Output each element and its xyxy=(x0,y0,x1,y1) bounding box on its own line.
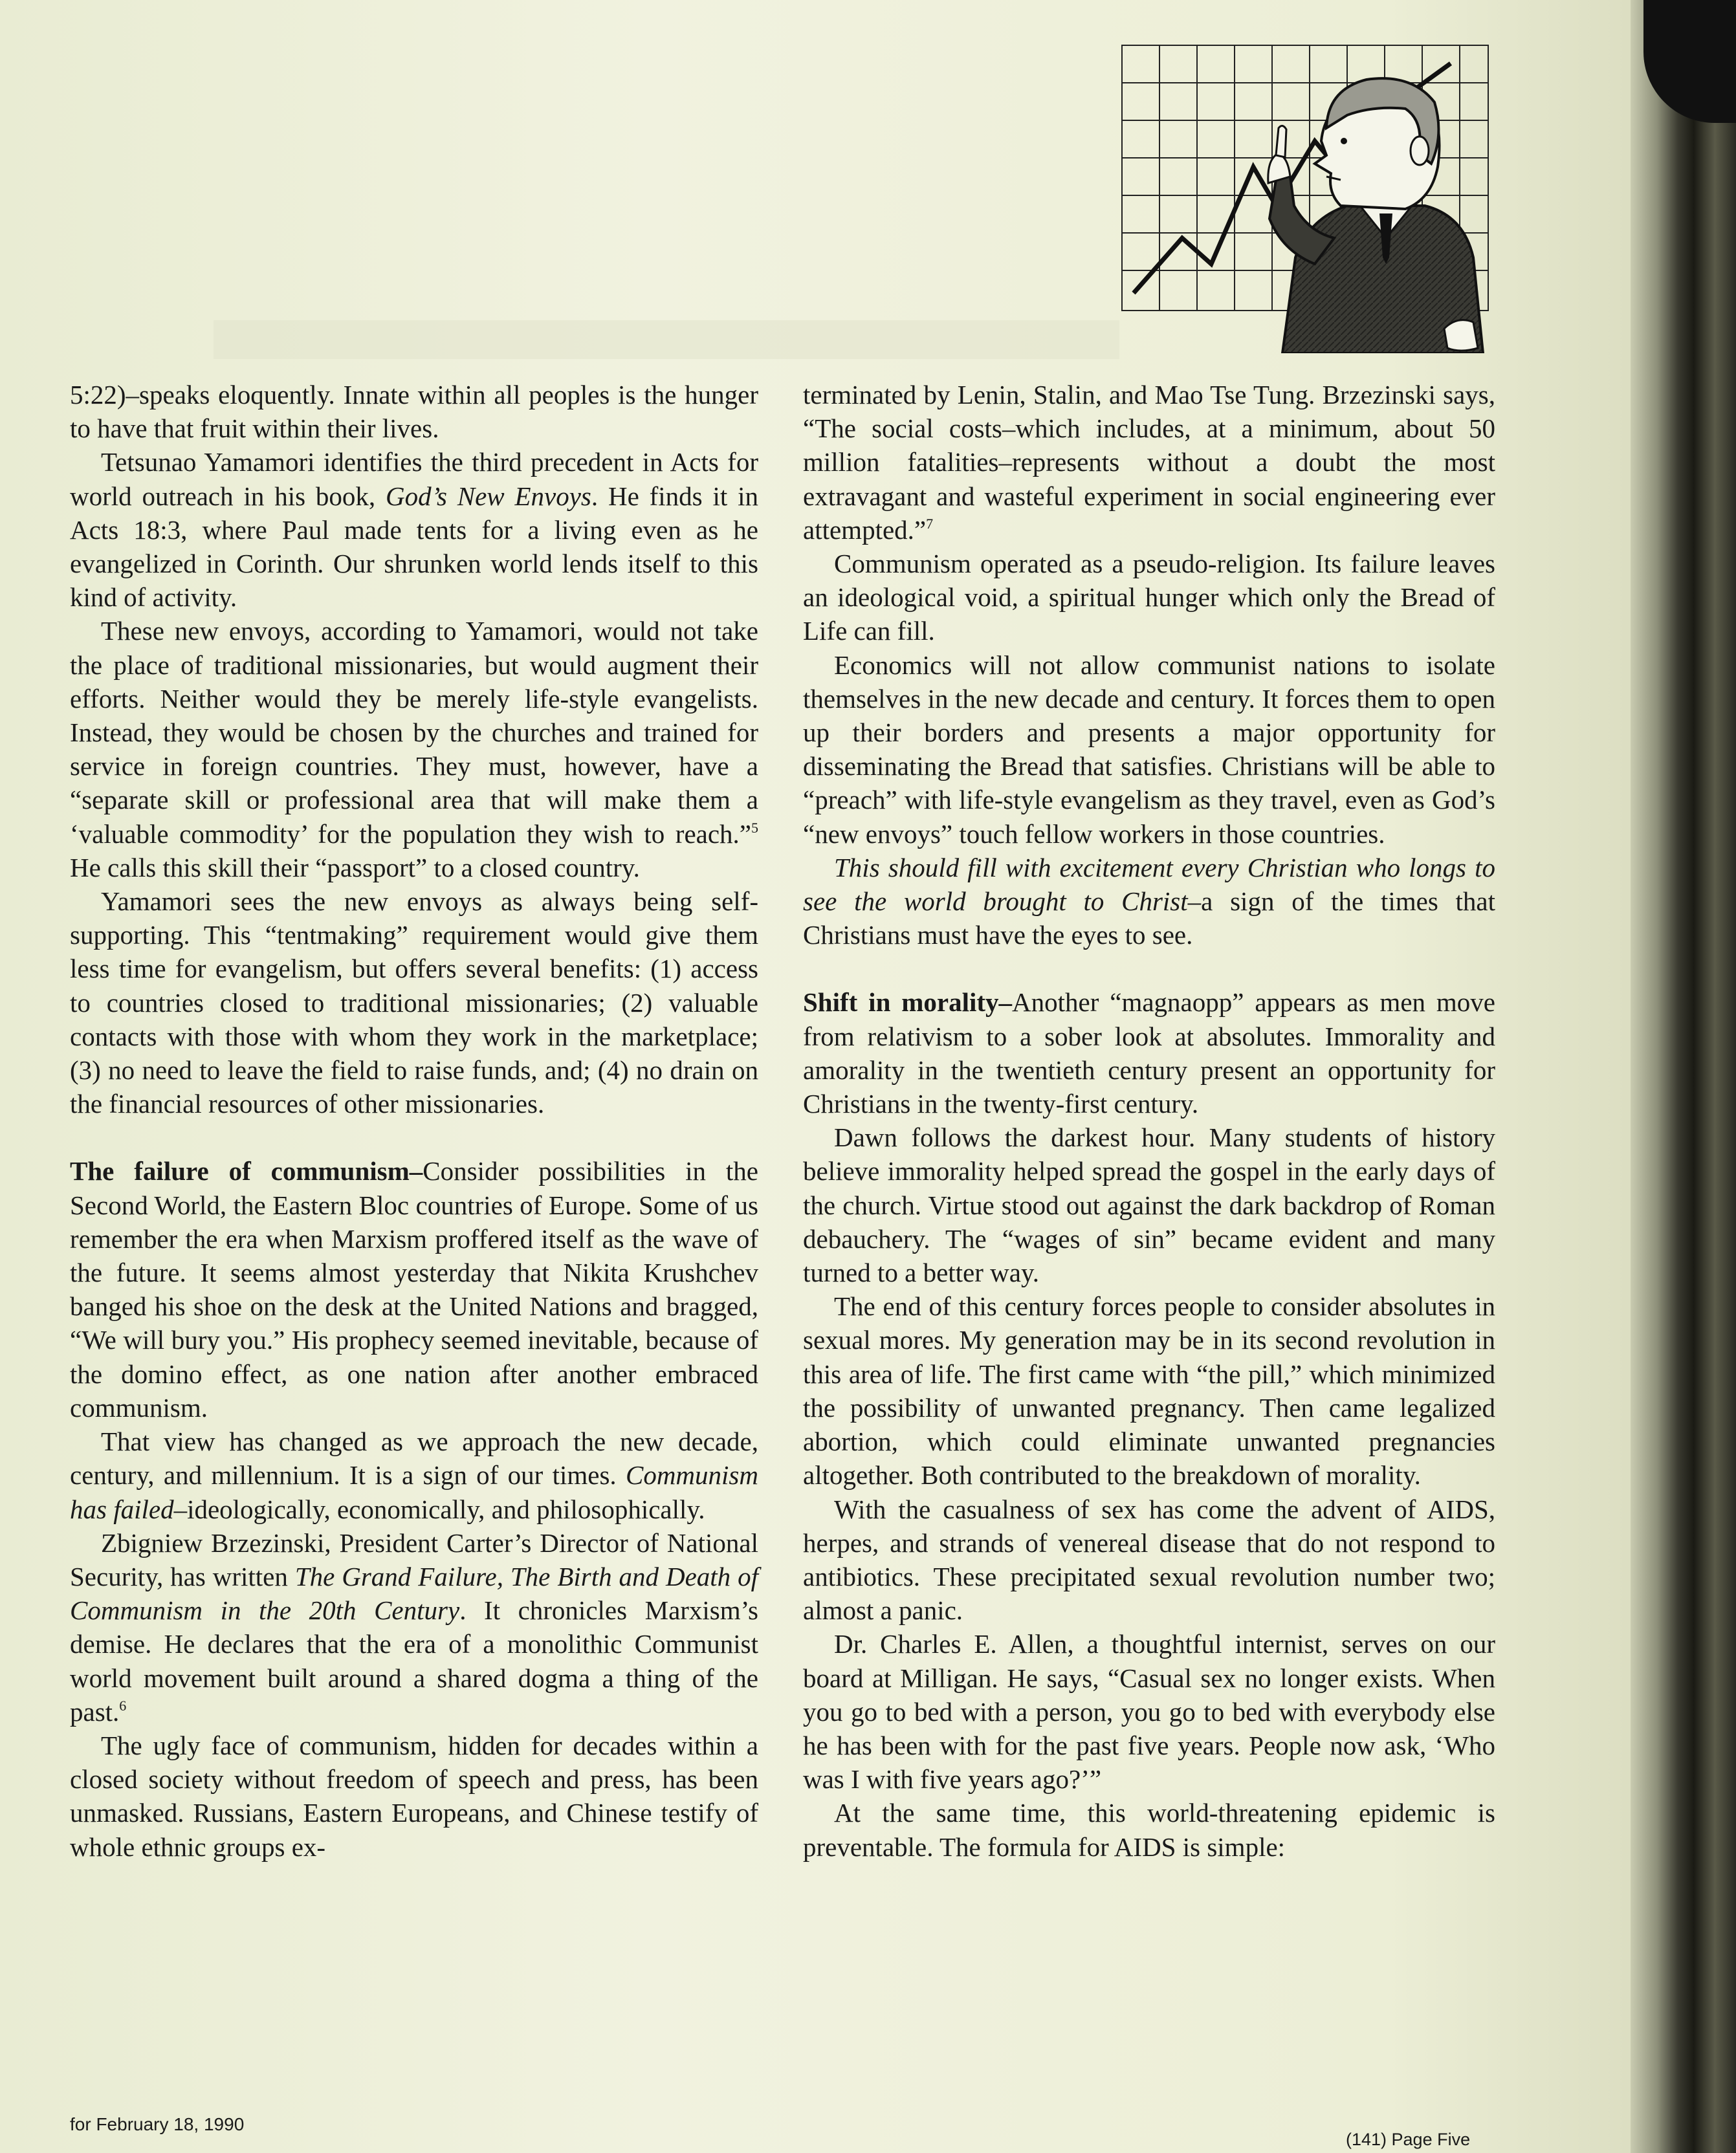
text-run: Consider possibilities in the Second World, the Eastern Bloc countries of Europe. Some of us remember the era when Marxism proffered itself as the wave of the future. It seems almost yesterday that Nikita Krushchev banged his shoe on the desk at the United Nations and bragged, “We will bury you.” His prophecy seemed inevitable, because of the domino effect, as one nation after another embraced communism. xyxy=(70,1156,758,1423)
text-run: 5:22)–speaks eloquently. Innate within all peoples is the hunger to have that fruit within their lives. xyxy=(70,380,758,444)
paragraph xyxy=(803,1796,1495,1863)
text-run: The ugly face of communism, hidden for decades within a closed society without freedom of speech and press, has been unmasked. Russians, Eastern Europeans, and Chinese testify of whole ethnic groups ex- xyxy=(70,1730,758,1862)
text-run: The end of this century forces people to consider absolutes in sexual mores. My generation may be in its second revolution in this area of life. The first came with “the pill,” which minimized the possibility of unwanted pregnancy. Then came legalized abortion, which could eliminate unwanted pregnancies altogether. Both contributed to the breakdown of morality. xyxy=(803,1291,1495,1491)
section-heading: The failure of communism– xyxy=(70,1156,423,1186)
text-run: Yamamori sees the new envoys as always being self-supporting. This “tentmaking” requirement would give them less time for evangelism, but offers several benefits: (1) access to countries closed to traditional missionaries; (2) valuable contacts with those with whom they work in the marketplace; (3) no need to leave the field to raise funds, and; (4) no drain on the financial resources of other missionaries. xyxy=(70,886,758,1119)
text-run: –a sign of the times that Christians must have the eyes to see. xyxy=(803,886,1496,950)
paragraph xyxy=(803,378,1495,547)
footnote-marker: 7 xyxy=(926,515,934,532)
paragraph xyxy=(803,1627,1495,1796)
article-column-right xyxy=(803,378,1495,1864)
paragraph xyxy=(70,1729,758,1864)
show-through-band xyxy=(214,320,1119,359)
italic-text: Communism has failed xyxy=(70,1460,758,1524)
paragraph xyxy=(803,547,1495,648)
page-number-footer: (141) Page Five xyxy=(1346,2130,1471,2149)
article-column-left xyxy=(70,378,758,1864)
paragraph xyxy=(803,985,1495,1120)
section-heading: Shift in morality– xyxy=(803,987,1013,1018)
paragraph xyxy=(70,1526,758,1729)
text-run: Tetsunao Yamamori identifies the third precedent in Acts for world outreach in his book, xyxy=(70,447,758,511)
text-run: These new envoys, according to Yamamori, would not take the place of traditional missionaries, but would augment their efforts. Neither would they be merely life-style evangelists. Instead, they would be chosen by the churches and trained for service in foreign countries. They must, however, have a “separate skill or professional area that will make them a ‘valuable commodity’ for the population they wish to reach.” xyxy=(70,616,758,849)
paragraph xyxy=(70,1425,758,1526)
italic-text: God’s New Envoys xyxy=(385,481,591,511)
paragraph xyxy=(70,378,758,445)
text-run: Economics will not allow communist nations to isolate themselves in the new decade and century. It forces them to open up their borders and presents a major opportunity for disseminating the Bread that satisfies. Christians will be able to “preach” with life-style evangelism as they travel, even as God’s “new envoys” touch fellow workers in those countries. xyxy=(803,650,1495,849)
text-run: Dr. Charles E. Allen, a thoughtful internist, serves on our board at Milligan. He says, “Casual sex no longer exists. When you go to bed with a person, you go to bed with everybody else he has been with for the past five years. People now ask, ‘Who was I with five years ago?’” xyxy=(803,1629,1495,1795)
paragraph xyxy=(803,648,1495,851)
text-run: That view has changed as we approach the new decade, century, and millennium. It is a sign of our times. xyxy=(70,1426,758,1491)
paragraph xyxy=(803,1120,1495,1289)
show-through-title xyxy=(123,65,1158,220)
text-run: . He finds it in Acts 18:3, where Paul made tents for a living even as he evangelized in Corinth. Our shrunken world lends itself to this kind of activity. xyxy=(70,481,758,613)
issue-date-footer: for February 18, 1990 xyxy=(70,2114,245,2134)
italic-text: This should fill with excitement every Christian who longs to see the world brought to Christ xyxy=(803,852,1495,917)
text-run: terminated by Lenin, Stalin, and Mao Tse Tung. Brzezinski says, “The social costs–which includes, at a minimum, about 50 million fatalities–represents without a doubt the most extravagant and wasteful experiment in social engineering ever attempted.” xyxy=(803,380,1495,545)
text-run: At the same time, this world-threatening epidemic is preventable. The formula for AIDS is simple: xyxy=(803,1798,1495,1862)
text-run: With the casualness of sex has come the advent of AIDS, herpes, and strands of venereal disease that do not respond to antibiotics. These precipitated sexual revolution number two; almost a panic. xyxy=(803,1494,1495,1626)
text-run: Communism operated as a pseudo-religion. Its failure leaves an ideological void, a spiritual hunger which only the Bread of Life can fill. xyxy=(803,549,1495,646)
paragraph xyxy=(70,445,758,614)
text-run: He calls this skill their “passport” to a closed country. xyxy=(70,852,640,882)
text-run: Another “magnaopp” appears as men move from relativism to a sober look at absolutes. Immorality and amorality in the twentieth century present an opportunity for Christians in the twenty-first century. xyxy=(803,987,1495,1119)
paragraph xyxy=(803,851,1495,952)
paragraph xyxy=(803,1492,1495,1628)
text-run: Zbigniew Brzezinski, President Carter’s Director of National Security, has written xyxy=(70,1527,758,1591)
paragraph xyxy=(70,614,758,884)
italic-text: The Grand Failure, The Birth and Death of Communism in the 20th Century xyxy=(70,1561,758,1626)
paragraph xyxy=(70,1154,758,1425)
book-binding xyxy=(1631,0,1736,2153)
text-run: –ideologically, economically, and philosophically. xyxy=(173,1494,705,1524)
paragraph xyxy=(70,884,758,1120)
man-with-rising-graph-illustration xyxy=(1121,44,1489,353)
footnote-marker: 6 xyxy=(119,1697,127,1714)
text-run: Dawn follows the darkest hour. Many students of history believe immorality helped spread the gospel in the early days of the church. Virtue stood out against the dark backdrop of Roman debauchery. The “wages of sin” became evident and many turned to a better way. xyxy=(803,1122,1495,1288)
footnote-marker: 5 xyxy=(751,819,758,836)
text-run: . It chronicles Marxism’s demise. He declares that the era of a monolithic Communist world movement built around a shared dogma a thing of the past. xyxy=(70,1595,759,1727)
paragraph xyxy=(803,1289,1495,1492)
